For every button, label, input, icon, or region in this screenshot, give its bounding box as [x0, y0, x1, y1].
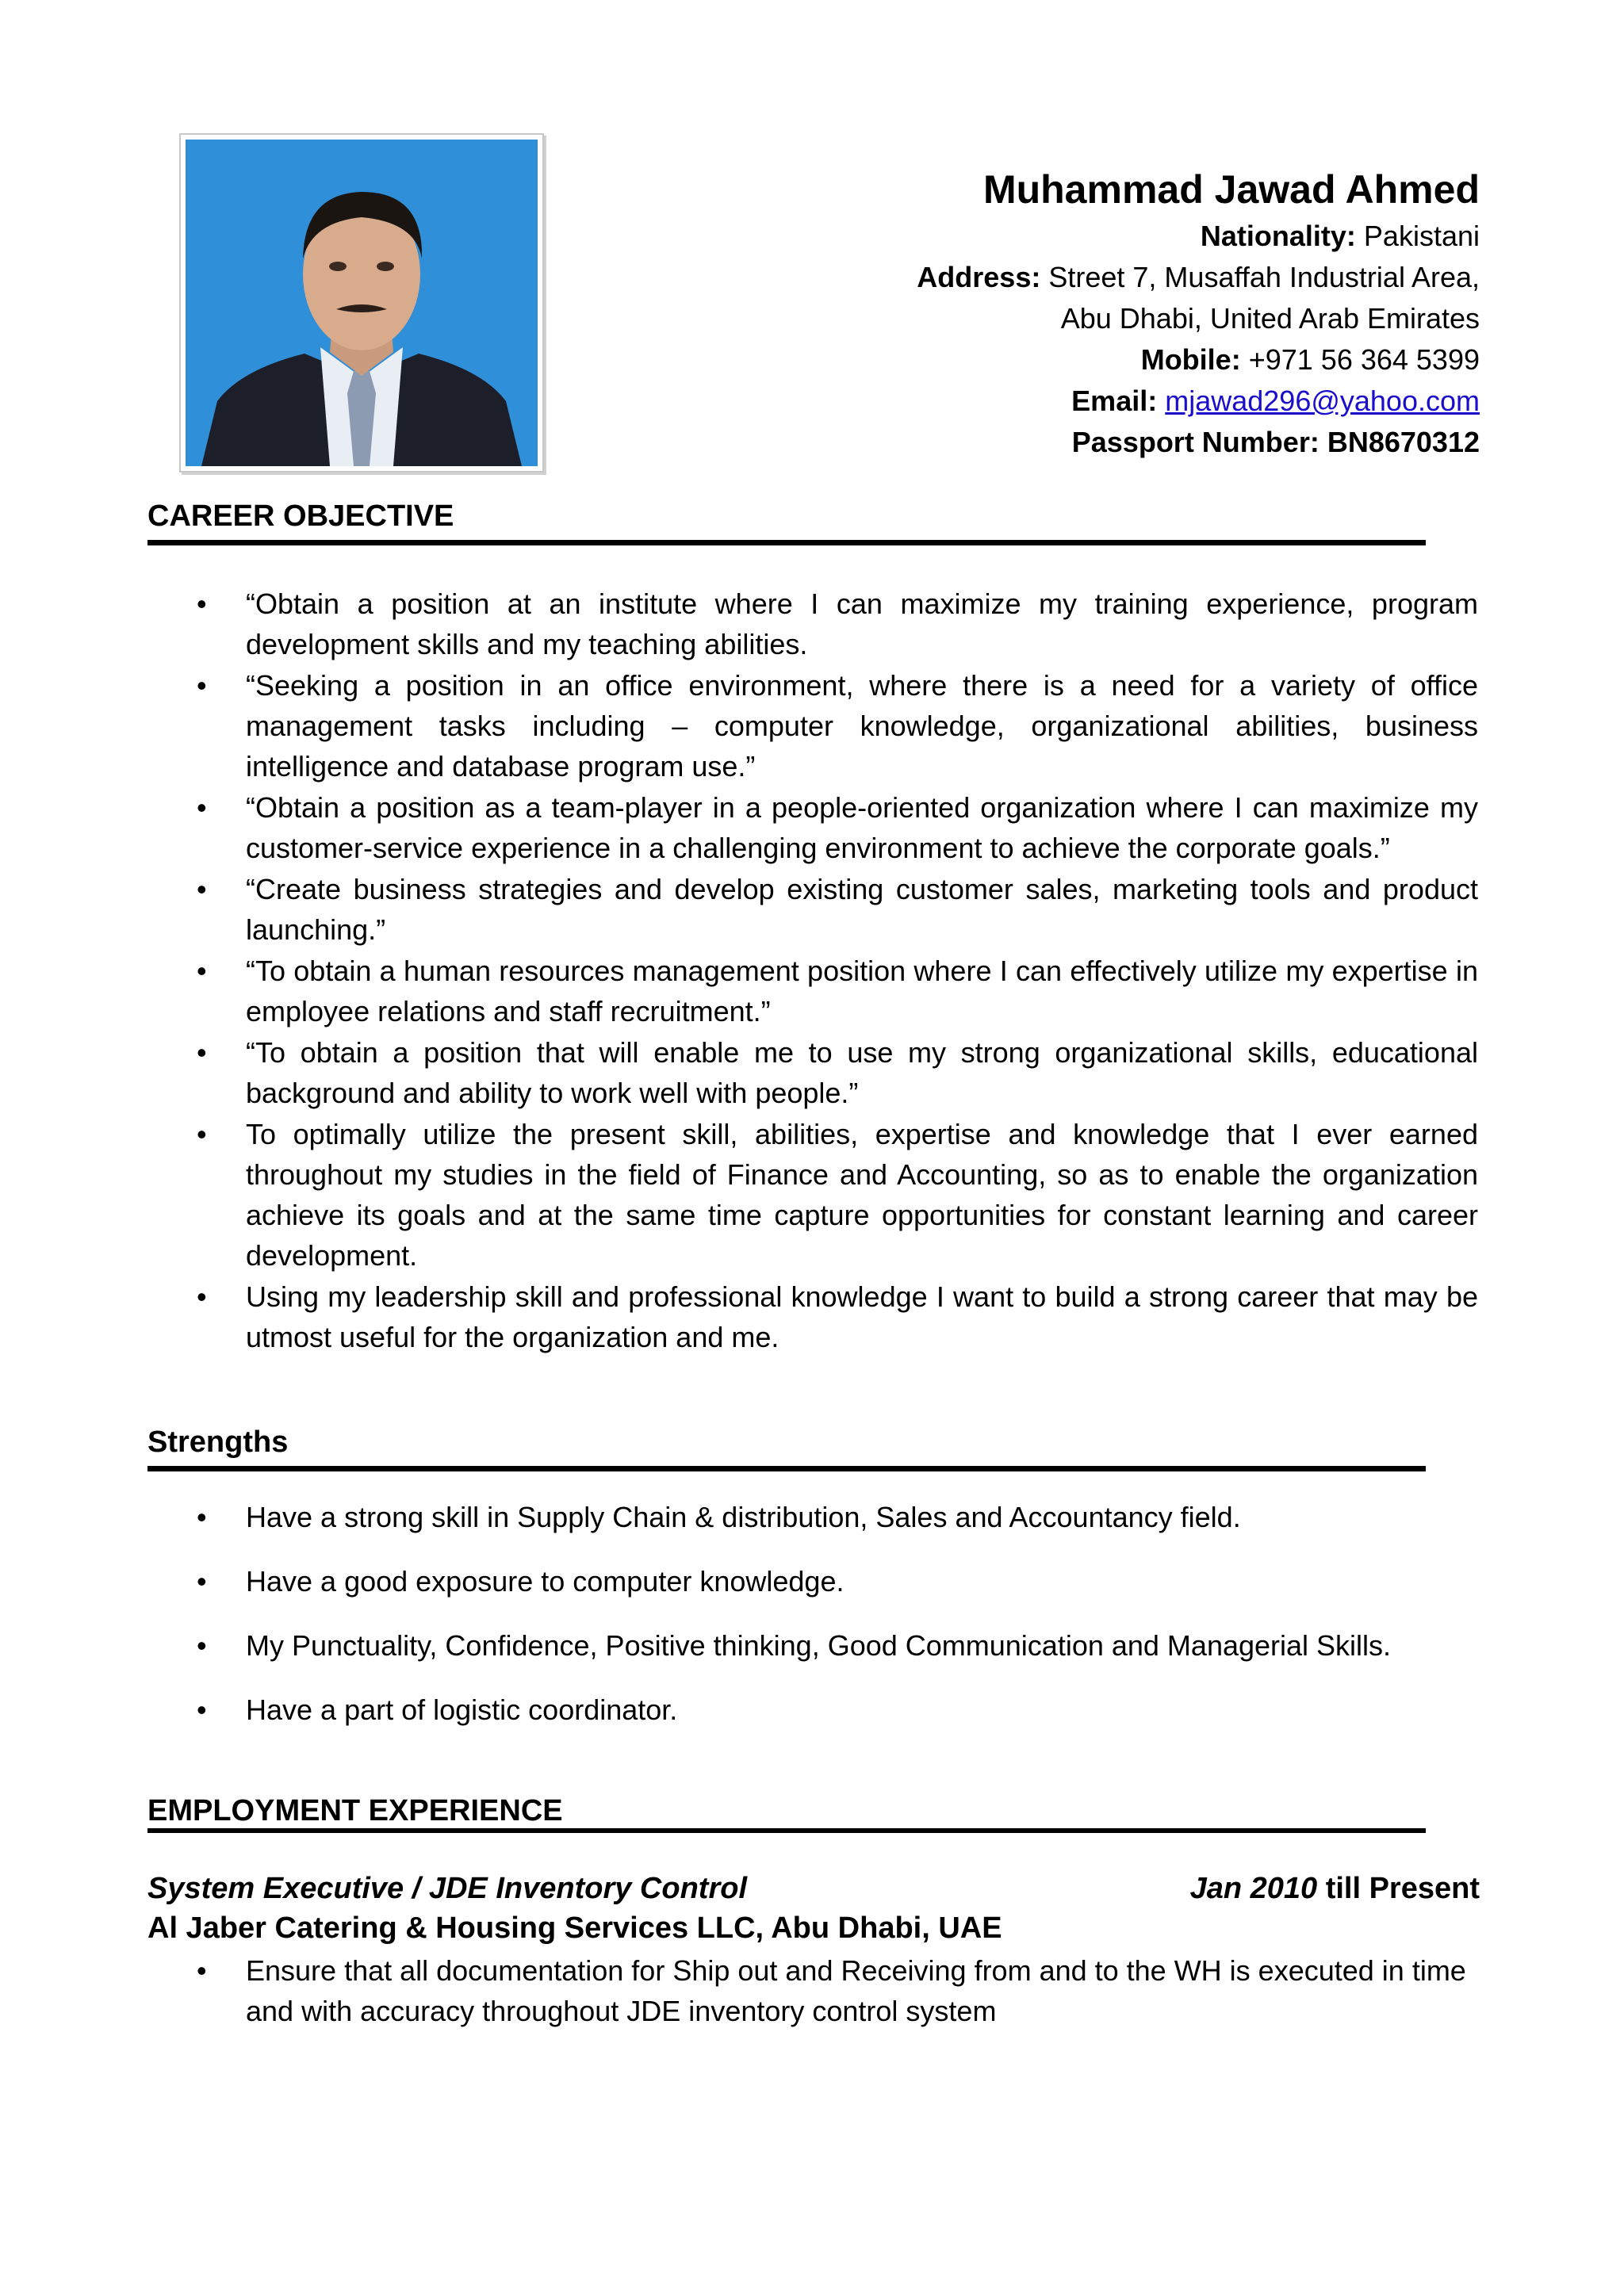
contact-header	[793, 163, 1480, 463]
list-item: • “Seeking a position in an office environment, where there is a need for a variety of office management tasks including – computer knowledge, organizational abilities, business intelligence and database program use.”	[197, 665, 1478, 786]
nationality-value: Pakistani	[1363, 220, 1480, 252]
strengths-list	[197, 1497, 1478, 1754]
employment-title: EMPLOYMENT EXPERIENCE	[147, 1794, 563, 1827]
career-objective-heading	[147, 499, 1426, 545]
address-line-1	[793, 257, 1480, 298]
address-line-2	[793, 298, 1480, 339]
list-item: • Using my leadership skill and professional knowledge I want to build a strong career that may be utmost useful for the organization and me.	[197, 1276, 1478, 1357]
job-date-end: till Present	[1325, 1872, 1480, 1905]
passport-label: Passport Number:	[1071, 426, 1320, 458]
job-title: System Executive / JDE Inventory Control	[147, 1872, 748, 1905]
address-label: Address:	[917, 261, 1041, 293]
passport-line	[793, 422, 1480, 463]
list-item: • Have a good exposure to computer knowledge.	[197, 1561, 1478, 1601]
job-title-row	[147, 1868, 1480, 1909]
employment-duties-list	[197, 1950, 1478, 2031]
list-item: • My Punctuality, Confidence, Positive thinking, Good Communication and Managerial Skills.	[197, 1625, 1478, 1666]
job-date-start: Jan 2010	[1189, 1872, 1318, 1905]
address-value-1: Street 7, Musaffah Industrial Area,	[1048, 261, 1480, 293]
list-item: • To optimally utilize the present skill, abilities, expertise and knowledge that I ever earned throughout my studies in the field of Finance and Accounting, so as to enable the organization achieve its goals and at the same time capture opportunities for constant learning and career development.	[197, 1114, 1478, 1276]
list-item: • “Obtain a position as a team-player in a people-oriented organization where I can maximize my customer-service experience in a challenging environment to achieve the corporate goals.”	[197, 787, 1478, 868]
list-item: • Have a strong skill in Supply Chain & distribution, Sales and Accountancy field.	[197, 1497, 1478, 1537]
section-divider	[147, 1466, 1426, 1471]
mobile-value: +971 56 364 5399	[1248, 343, 1480, 376]
strengths-title: Strengths	[147, 1425, 289, 1459]
career-objective-list	[197, 584, 1478, 1358]
passport-value: BN8670312	[1327, 426, 1480, 458]
mobile-line	[793, 339, 1480, 381]
candidate-name: Muhammad Jawad Ahmed	[982, 167, 1480, 212]
profile-photo	[179, 133, 544, 473]
list-item: • “Create business strategies and develop existing customer sales, marketing tools and product launching.”	[197, 869, 1478, 950]
email-line	[793, 381, 1480, 422]
list-item: • Have a part of logistic coordinator.	[197, 1689, 1478, 1730]
company-name: Al Jaber Catering & Housing Services LLC, Abu Dhabi, UAE	[147, 1911, 1002, 1945]
email-link[interactable]: mjawad296@yahoo.com	[1165, 385, 1480, 417]
nationality-label: Nationality:	[1200, 220, 1356, 252]
list-item: • Ensure that all documentation for Ship out and Receiving from and to the WH is executed in time and with accuracy throughout JDE inventory control system	[197, 1950, 1478, 2031]
employment-heading	[147, 1787, 1426, 1833]
section-divider	[147, 540, 1426, 545]
strengths-heading	[147, 1425, 1426, 1471]
email-label: Email:	[1071, 385, 1158, 417]
portrait-image	[186, 140, 538, 466]
job-dates	[1190, 1868, 1480, 1909]
nationality-line	[793, 216, 1480, 257]
list-item: • “To obtain a human resources management position where I can effectively utilize my expertise in employee relations and staff recruitment.”	[197, 951, 1478, 1031]
address-value-2: Abu Dhabi, United Arab Emirates	[1060, 302, 1480, 335]
mobile-label: Mobile:	[1140, 343, 1241, 376]
list-item: • “To obtain a position that will enable me to use my strong organizational skills, educational background and ability to work well with people.”	[197, 1032, 1478, 1113]
list-item: • “Obtain a position at an institute where I can maximize my training experience, program development skills and my teaching abilities.	[197, 584, 1478, 664]
career-objective-title: CAREER OBJECTIVE	[147, 499, 454, 533]
